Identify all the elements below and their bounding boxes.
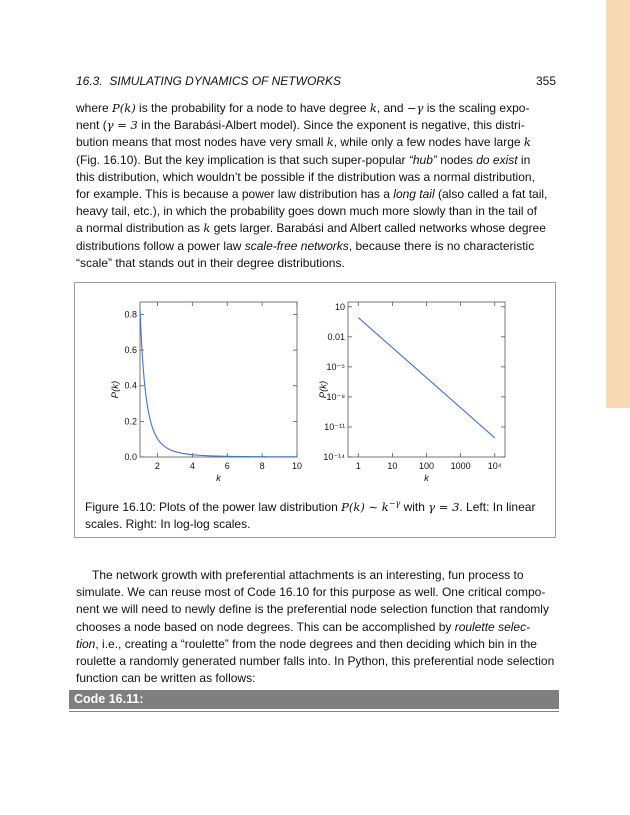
y-tick-label: 0.01 (327, 331, 345, 342)
text-line: distributions follow a power law scale-free networks, because there is no characteristic (76, 238, 535, 253)
text-line: function can be written as follows: (76, 671, 256, 686)
y-tick-label: 0.4 (124, 380, 137, 391)
loglog-chart (315, 291, 515, 491)
paragraph-1 (76, 100, 556, 272)
text-line: The network growth with preferential attachments is an interesting, fun process to (92, 568, 524, 582)
figure-16-10 (74, 282, 556, 538)
text-line: roulette a randomly generated number falls into. In Python, this preferential node selection (76, 654, 555, 669)
y-tick-label: 0.0 (124, 452, 137, 462)
x-axis-label: k (216, 473, 221, 484)
figure-caption: Figure 16.10: Plots of the power law distribution P(k) ∼ $k^{-\gamma}$ with γ = 3. Left: In linear scales. Right: In log-log scales. (85, 499, 536, 531)
text-line: simulate. We can reuse most of Code 16.10 for this purpose as well. One critical compo- (76, 585, 546, 600)
x-tick-label: 100 (418, 461, 435, 471)
text-line: nent (γ = 3 in the Barabási-Albert model). Since the exponent is negative, this distri- (76, 118, 525, 133)
x-tick-label: 6 (224, 461, 230, 471)
plot-frame (348, 302, 505, 457)
y-tick-label: 10⁻⁵ (326, 361, 345, 372)
section-number: 16.3. (76, 74, 103, 88)
text-line: chooses a node based on node degrees. This can be accomplished by roulette selec- (76, 619, 531, 634)
x-tick-label: 4 (189, 461, 195, 471)
plot-frame (140, 302, 297, 457)
x-tick-label: 1 (355, 461, 361, 471)
text-line: for example. This is because a power law distribution has a long tail (also called a fat tail, (76, 187, 548, 202)
y-axis-label: P(k) (318, 380, 329, 399)
y-tick-label: 10 (334, 301, 345, 312)
y-tick-label: 0.6 (124, 345, 137, 356)
code-block-header: Code 16.11: (69, 690, 559, 709)
y-tick-label: 10⁻⁸ (326, 391, 345, 402)
text-line: bution means that most nodes have very small k, while only a few nodes have large k (76, 135, 531, 150)
y-tick-label: 0.8 (124, 309, 137, 320)
y-tick-label: 10⁻¹⁴ (323, 452, 345, 462)
x-tick-label: 8 (259, 461, 265, 471)
x-axis-label: k (424, 473, 429, 484)
running-header (76, 74, 556, 88)
series-line (358, 318, 494, 438)
text-line: this distribution, which wouldn’t be possible if the distribution was a normal distribution, (76, 169, 535, 184)
code-block-rule (69, 711, 559, 712)
x-tick-label: 10 (291, 461, 303, 471)
linear-chart (107, 291, 307, 491)
chapter-thumb-tab (606, 0, 630, 408)
y-tick-label: 10⁻¹¹ (324, 421, 345, 432)
page-number: 355 (535, 74, 556, 88)
x-tick-label: 10 (387, 461, 398, 471)
series-line (140, 309, 297, 457)
y-axis-label: P(k) (110, 380, 121, 399)
text-line: where P(k) is the probability for a node to have degree k, and −γ is the scaling expo- (76, 101, 530, 115)
text-line: nent we will need to newly define is the preferential node selection function that randomly (76, 602, 549, 617)
text-line: tion, i.e., creating a “roulette” from the node degrees and then deciding which bin in the (76, 636, 537, 651)
y-tick-label: 0.2 (124, 416, 137, 427)
text-line: “scale” that stands out in their degree distributions. (76, 255, 345, 270)
x-tick-label: 10⁴ (487, 461, 502, 471)
chapter-title: SIMULATING DYNAMICS OF NETWORKS (109, 74, 341, 88)
text-line: heavy tail, etc.), in which the probability goes down much more slowly than in the tail of (76, 204, 537, 219)
x-tick-label: 1000 (450, 461, 471, 471)
text-line: a normal distribution as k gets larger. Barabási and Albert called networks whose degree (76, 221, 546, 236)
text-line: (Fig. 16.10). But the key implication is that such super-popular “hub” nodes do exist in (76, 152, 531, 167)
paragraph-2 (76, 567, 556, 687)
x-tick-label: 2 (154, 461, 160, 471)
